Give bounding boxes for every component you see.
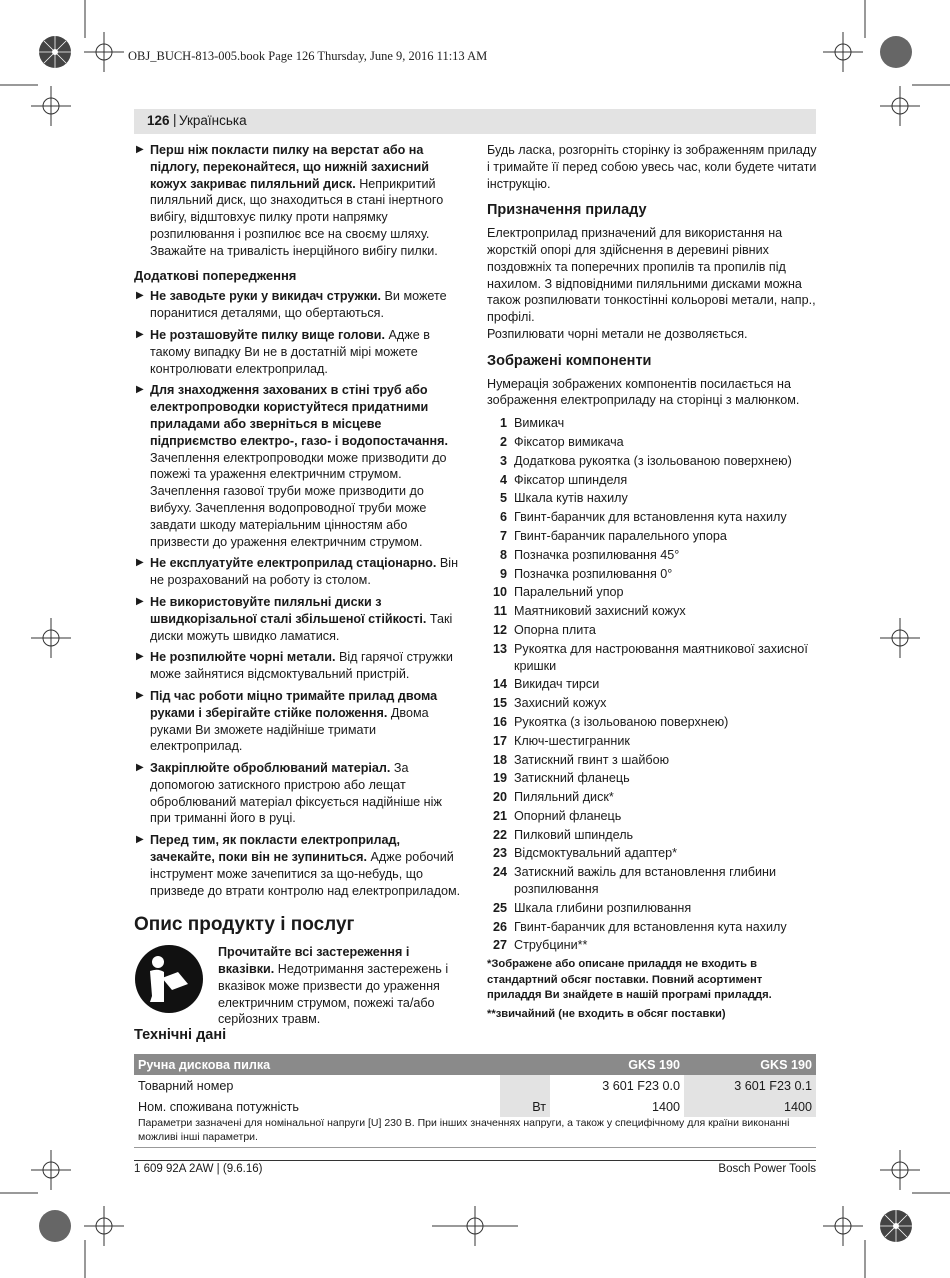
warning-text: Від гарячої стружки може зайнятися відсмоктувальний пристрій. bbox=[150, 650, 453, 682]
warning-text: Ви можете поранитися деталями, що обертаються. bbox=[150, 289, 447, 321]
table-header-unit bbox=[500, 1054, 550, 1075]
component-number: 22 bbox=[492, 827, 507, 842]
component-number: 10 bbox=[492, 585, 507, 600]
component-item bbox=[487, 490, 817, 507]
component-number: 24 bbox=[492, 865, 507, 880]
component-item bbox=[487, 919, 817, 936]
warning-text: Неприкритий пиляльний диск, що знаходиться в стані інертного вибігу, відштовхує пилку проти напрямку розпилювання і розпилює все на своєму шляху. Зважайте на тривалість інерційного вибігу пилки. bbox=[150, 176, 444, 258]
row-value-1: 1400 bbox=[651, 1099, 680, 1114]
component-label: Затискний важіль для встановлення глибини розпилювання bbox=[514, 865, 777, 897]
component-number: 19 bbox=[492, 771, 507, 786]
component-label: Захисний кожух bbox=[514, 696, 607, 711]
footer-code: 1 609 92A 2AW | (9.6.16) bbox=[134, 1163, 263, 1175]
component-label: Гвинт-баранчик для встановлення кута нахилу bbox=[514, 510, 787, 525]
warning-text: За допомогою затискного пристрою або лещат оброблюваний матеріал фіксується надійніше ніж при триманні його в руці. bbox=[150, 761, 442, 826]
bullet-triangle-icon: ▶ bbox=[136, 651, 144, 663]
table-header-col2: GKS 190 bbox=[684, 1054, 816, 1075]
component-item bbox=[487, 789, 817, 806]
component-label: Затискний фланець bbox=[514, 771, 630, 786]
component-label: Додаткова рукоятка (з ізольованою поверхнею) bbox=[514, 453, 792, 468]
row-value-2: 1400 bbox=[684, 1096, 816, 1117]
component-item bbox=[487, 415, 817, 432]
warning-bold: Під час роботи міцно тримайте прилад двома руками і зберігайте стійке положення. bbox=[150, 688, 438, 720]
component-item bbox=[487, 472, 817, 489]
component-item bbox=[487, 453, 817, 470]
components-intro: Нумерація зображених компонентів посилається на зображення електроприладу на сторінці з малюнком. bbox=[487, 376, 800, 408]
component-item bbox=[487, 603, 817, 620]
warning-bold: Не експлуатуйте електроприлад стаціонарно. bbox=[150, 556, 437, 571]
component-item bbox=[487, 808, 817, 825]
component-item bbox=[487, 827, 817, 844]
component-item bbox=[487, 864, 817, 898]
component-number: 1 bbox=[499, 416, 507, 431]
bullet-triangle-icon: ▶ bbox=[136, 595, 144, 607]
warning-bold: Для знаходження захованих в стіні труб або електропроводки користуйтеся придатними приладами або зверніться в місцеве підприємство електро-, газо- і водопостачання. bbox=[150, 383, 448, 448]
tech-data-table bbox=[134, 1054, 816, 1117]
component-label: Позначка розпилювання 0° bbox=[514, 566, 673, 581]
footer-brand: Bosch Power Tools bbox=[718, 1163, 816, 1175]
row-unit bbox=[500, 1075, 550, 1096]
purpose-text: Електроприлад призначений для використання на жорсткій опорі для здійснення в деревині рівних поздовжніх та поперечних пропилів та пропилів під нахилом. З відповідними пиляльними дисками можна також розпилювати тонкостінні кольорові метали, напр., профілі. bbox=[487, 226, 816, 325]
component-item bbox=[487, 845, 817, 862]
component-label: Гвинт-баранчик паралельного упора bbox=[514, 528, 727, 543]
component-item bbox=[487, 714, 817, 731]
warning-bold: Не розпилюйте чорні метали. bbox=[150, 650, 336, 665]
component-label: Гвинт-баранчик для встановлення кута нахилу bbox=[514, 919, 787, 934]
component-number: 16 bbox=[492, 714, 507, 729]
warning-bold: Не розташовуйте пилку вище голови. bbox=[150, 327, 386, 342]
warning-bold: Закріплюйте оброблюваний матеріал. bbox=[150, 761, 391, 776]
warning-bold: Не використовуйте пиляльні диски з швидкорізальної сталі збільшеної стійкості. bbox=[150, 594, 427, 626]
component-number: 4 bbox=[499, 472, 507, 487]
warning-text: Адже в такому випадку Ви не в достатній мірі можете контролювати електроприлад. bbox=[150, 327, 430, 376]
component-item bbox=[487, 547, 817, 564]
row-value-2: 3 601 F23 0.1 bbox=[684, 1075, 816, 1096]
warning-item bbox=[134, 688, 462, 755]
component-number: 20 bbox=[492, 790, 507, 805]
warning-item bbox=[134, 142, 462, 260]
table-divider bbox=[134, 1147, 816, 1148]
read-bold: Прочитайте всі застереження і вказівки. bbox=[218, 945, 410, 977]
component-label: Струбцини** bbox=[514, 938, 588, 953]
component-label: Пилковий шпиндель bbox=[514, 827, 634, 842]
component-label: Пиляльний диск* bbox=[514, 790, 614, 805]
component-number: 5 bbox=[499, 491, 507, 506]
warning-text: Він не розрахований на роботу із столом. bbox=[150, 556, 459, 588]
footer-rule bbox=[134, 1160, 816, 1161]
component-item bbox=[487, 900, 817, 917]
warning-text: Двома руками Ви зможете надійніше тримати електроприлад. bbox=[150, 705, 429, 754]
component-item bbox=[487, 770, 817, 787]
bullet-triangle-icon: ▶ bbox=[136, 557, 144, 569]
component-label: Рукоятка для настроювання маятникової захисної кришки bbox=[514, 641, 808, 673]
bullet-triangle-icon: ▶ bbox=[136, 384, 144, 396]
purpose-heading: Призначення приладу bbox=[487, 202, 647, 219]
warning-bold: Не заводьте руки у викидач стружки. bbox=[150, 289, 382, 304]
warning-bold: Перш ніж покласти пилку на верстат або на підлогу, переконайтеся, що нижній захисний кожух закриває пиляльний диск. bbox=[150, 143, 429, 191]
left-column bbox=[134, 142, 462, 1028]
warning-text: Адже робочий інструмент може зачепитися за що-небудь, що призведе до втрати контролю над електроприладом. bbox=[150, 850, 461, 898]
components-heading: Зображені компоненти bbox=[487, 352, 652, 369]
warning-item bbox=[134, 288, 462, 322]
component-number: 27 bbox=[492, 938, 507, 953]
component-item bbox=[487, 434, 817, 451]
component-label: Ключ-шестигранник bbox=[514, 733, 630, 748]
footnote-standard: **звичайний (не входить в обсяг поставки) bbox=[487, 1007, 726, 1020]
component-number: 12 bbox=[492, 622, 507, 637]
component-label: Опорна плита bbox=[514, 622, 596, 637]
print-slug: OBJ_BUCH-813-005.book Page 126 Thursday, June 9, 2016 11:13 AM bbox=[128, 49, 488, 63]
component-label: Шкала глибини розпилювання bbox=[514, 900, 692, 915]
table-row bbox=[134, 1096, 816, 1117]
component-item bbox=[487, 566, 817, 583]
component-number: 26 bbox=[492, 919, 507, 934]
bullet-triangle-icon: ▶ bbox=[136, 144, 144, 155]
component-item bbox=[487, 695, 817, 712]
warning-item bbox=[134, 594, 462, 644]
warning-item bbox=[134, 760, 462, 827]
component-label: Опорний фланець bbox=[514, 808, 622, 823]
component-number: 21 bbox=[492, 808, 507, 823]
warning-item bbox=[134, 555, 462, 589]
page-header-bar bbox=[134, 109, 816, 134]
header-language: Українська bbox=[179, 113, 247, 128]
component-number: 7 bbox=[499, 528, 507, 543]
component-number: 8 bbox=[499, 547, 507, 562]
bullet-triangle-icon: ▶ bbox=[136, 762, 144, 774]
additional-warnings-heading: Додаткові попередження bbox=[134, 267, 297, 283]
table-header-col1: GKS 190 bbox=[550, 1054, 684, 1075]
component-item bbox=[487, 622, 817, 639]
component-item bbox=[487, 509, 817, 526]
components-list bbox=[487, 415, 817, 954]
header-separator: | bbox=[173, 112, 177, 127]
tech-data-note: Параметри зазначені для номінальної напруги [U] 230 В. При інших значеннях напруги, а також у специфічному для країни виконанні можливі інші параметри. bbox=[138, 1117, 790, 1143]
warning-item bbox=[134, 327, 462, 377]
component-item bbox=[487, 528, 817, 545]
footnote-accessories: *Зображене або описане приладдя не входить в стандартний обсяг поставки. Повний асортимент приладдя Ви знайдете в нашій програмі приладдя. bbox=[487, 958, 772, 1002]
component-number: 9 bbox=[499, 566, 507, 581]
row-label: Ном. споживана потужність bbox=[138, 1099, 299, 1114]
component-number: 15 bbox=[492, 696, 507, 711]
purpose-text-2: Розпилювати чорні метали не дозволяється. bbox=[487, 326, 748, 341]
table-row bbox=[134, 1075, 816, 1096]
read-instructions-block bbox=[134, 944, 462, 1028]
component-label: Паралельний упор bbox=[514, 585, 624, 600]
component-number: 11 bbox=[493, 604, 507, 619]
component-label: Фіксатор вимикача bbox=[514, 434, 624, 449]
component-item bbox=[487, 937, 817, 954]
tech-data-heading: Технічні дані bbox=[134, 1027, 227, 1043]
component-number: 2 bbox=[499, 434, 507, 449]
bullet-triangle-icon: ▶ bbox=[136, 689, 144, 701]
component-label: Шкала кутів нахилу bbox=[514, 491, 628, 506]
component-number: 13 bbox=[492, 641, 507, 656]
table-header-row bbox=[134, 1054, 816, 1075]
component-item bbox=[487, 752, 817, 769]
bullet-triangle-icon: ▶ bbox=[136, 328, 144, 340]
component-item bbox=[487, 641, 817, 675]
component-item bbox=[487, 733, 817, 750]
component-label: Фіксатор шпинделя bbox=[514, 472, 628, 487]
warning-text: Такі диски можуть швидко ламатися. bbox=[150, 611, 453, 643]
component-label: Рукоятка (з ізольованою поверхнею) bbox=[514, 714, 729, 729]
component-label: Відсмоктувальний адаптер* bbox=[514, 846, 678, 861]
component-label: Викидач тирси bbox=[514, 677, 600, 692]
row-label: Товарний номер bbox=[138, 1078, 234, 1093]
component-item bbox=[487, 584, 817, 601]
component-number: 3 bbox=[499, 453, 507, 468]
row-value-1: 3 601 F23 0.0 bbox=[602, 1078, 680, 1093]
read-text: Недотримання застережень і вказівок може призвести до ураження електричним струмом, пожежі та/або серйозних травм. bbox=[218, 962, 449, 1027]
table-header-label: Ручна дискова пилка bbox=[134, 1054, 500, 1075]
component-label: Маятниковий захисний кожух bbox=[514, 604, 686, 619]
read-instructions-text bbox=[218, 944, 462, 1028]
component-number: 25 bbox=[492, 900, 507, 915]
row-unit: Вт bbox=[500, 1096, 550, 1117]
warning-text: Зачеплення електропроводки може призводити до пожежі та ураження електричним струмом. Зачеплення газової труби може призводити до вибуху. Зачеплення водопроводної труби може завдати шкоду матеріальним цінностям або призвести до ураження електричним струмом. bbox=[150, 450, 447, 549]
bullet-triangle-icon: ▶ bbox=[136, 290, 144, 302]
page-number: 126 bbox=[147, 113, 170, 128]
component-item bbox=[487, 676, 817, 693]
bullet-triangle-icon: ▶ bbox=[136, 834, 144, 846]
component-label: Затискний гвинт з шайбою bbox=[514, 752, 670, 767]
component-number: 23 bbox=[492, 846, 507, 861]
component-number: 14 bbox=[492, 677, 507, 692]
read-manual-icon bbox=[134, 944, 204, 1014]
warning-item bbox=[134, 649, 462, 683]
right-column bbox=[487, 142, 817, 1022]
intro-text: Будь ласка, розгорніть сторінку із зображенням приладу і тримайте її перед собою увесь час, коли будете читати інструкцію. bbox=[487, 143, 817, 191]
component-number: 6 bbox=[499, 510, 507, 525]
warning-bold: Перед тим, як покласти електроприлад, зачекайте, поки він не зупиниться. bbox=[150, 833, 401, 865]
component-number: 18 bbox=[492, 752, 507, 767]
section-title: Опис продукту і послуг bbox=[134, 914, 355, 936]
component-label: Позначка розпилювання 45° bbox=[514, 547, 680, 562]
component-label: Вимикач bbox=[514, 416, 565, 431]
warning-item bbox=[134, 382, 462, 550]
component-number: 17 bbox=[492, 733, 507, 748]
warning-item bbox=[134, 832, 462, 899]
